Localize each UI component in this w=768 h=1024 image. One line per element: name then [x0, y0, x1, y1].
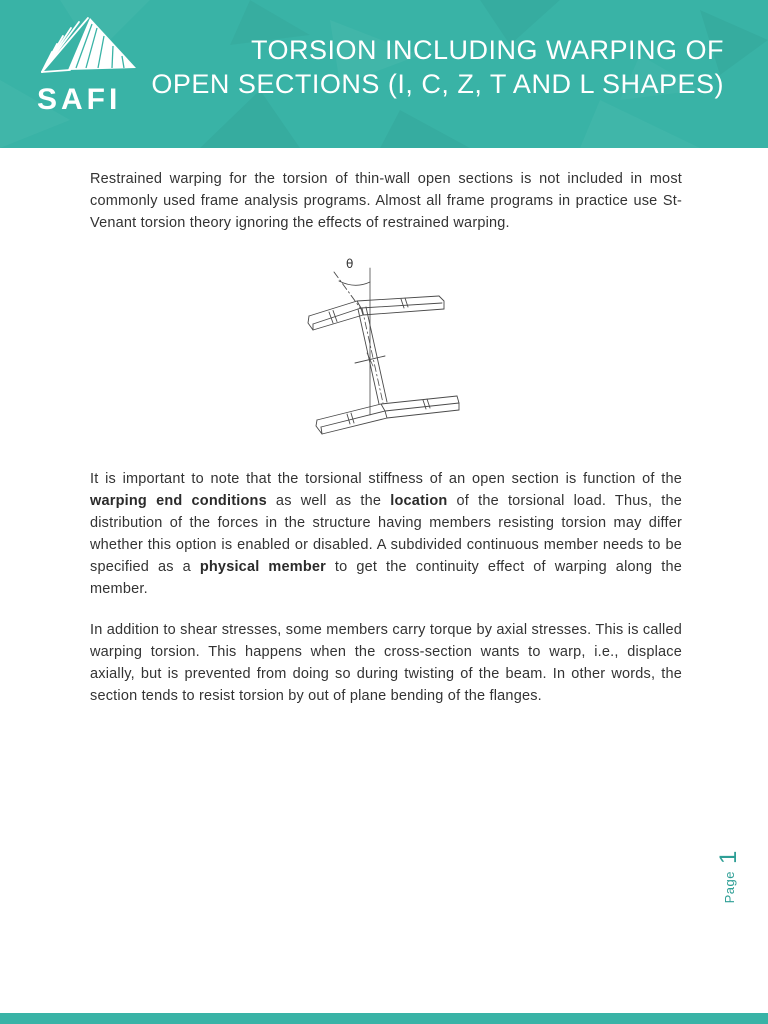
header-banner [0, 0, 768, 148]
page-number [714, 842, 744, 912]
document-title [151, 33, 724, 101]
twisted-i-beam-sketch [305, 252, 467, 440]
warping-torsion-paragraph: In addition to shear stresses, some members carry torque by axial stresses. This is called warping torsion. This happens when the cross-section wants to warp, i.e., displace axially, but is prevented from doing so during twisting of the beam. In other words, the section tends to resist torsion by out of plane bending of the flanges. [90, 622, 682, 704]
page-number-value: 1 [715, 850, 742, 864]
safi-logo [34, 12, 156, 124]
theta-angle-label: θ [346, 257, 354, 271]
torsion-figure [305, 252, 467, 440]
page-number-label: Page [721, 871, 737, 904]
footer-bar [0, 1013, 768, 1024]
title-line-1: TORSION INCLUDING WARPING OF [250, 35, 724, 65]
intro-paragraph: Restrained warping for the torsion of thin-wall open sections is not included in most commonly used frame analysis programs. Almost all frame programs in practice use St-Venant torsion theory ignoring the effects of restrained warping. [90, 171, 682, 231]
safi-logo-icon [34, 12, 156, 124]
stiffness-paragraph: It is important to note that the torsional stiffness of an open section is function of the warping end conditions as well as the location of the torsional load. Thus, the distribution of the forces in the structure having members resisting torsion may differ whether this option is enabled or disabled. A subdivided continuous member needs to be specified as a physical member to get the continuity effect of warping along the member. [90, 471, 683, 597]
safi-logo-text: SAFI [37, 83, 122, 116]
page-content [90, 148, 682, 707]
title-line-2: OPEN SECTIONS (I, C, Z, T AND L SHAPES) [151, 69, 724, 99]
